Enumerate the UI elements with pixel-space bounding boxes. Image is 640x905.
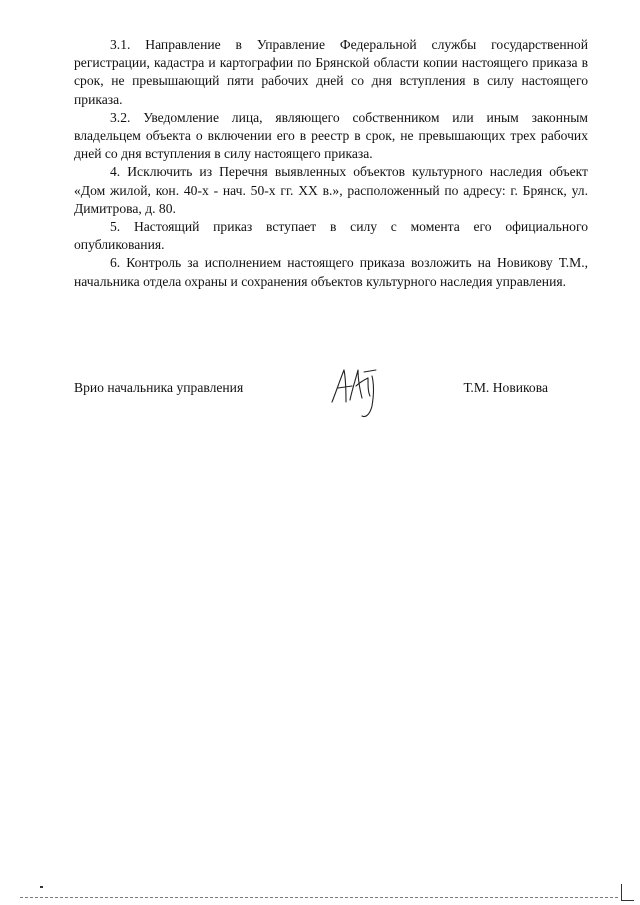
scan-artifact xyxy=(40,886,43,888)
paragraph-5: 5. Настоящий приказ вступает в силу с момента его официального опубликования. xyxy=(74,219,588,253)
paragraph-6: 6. Контроль за исполнением настоящего приказа возложить на Новикову Т.М., начальника отдела охраны и сохранения объектов культурного наследия управления. xyxy=(74,255,588,289)
document-body xyxy=(74,36,588,291)
paragraph-4: 4. Исключить из Перечня выявленных объектов культурного наследия объект «Дом жилой, кон. 40-х - нач. 50-х гг. XX в.», расположенный по адресу: г. Брянск, ул. Димитрова, д. 80. xyxy=(74,164,588,216)
handwritten-signature xyxy=(324,362,396,422)
paragraph-3-2: 3.2. Уведомление лица, являющего собственником или иным законным владельцем объекта о включении его в реестр в срок, не превышающих трех рабочих дней со дня вступления в силу настоящего приказа. xyxy=(74,109,588,162)
scan-edge-line xyxy=(20,897,618,898)
signatory-name: Т.М. Новикова xyxy=(463,380,548,395)
scan-corner-mark xyxy=(621,884,634,901)
signatory-position: Врио начальника управления xyxy=(74,380,244,395)
paragraph-3-1: 3.1. Направление в Управление Федеральной службы государственной регистрации, кадастра и картографии по Брянской области копии настоящего приказа в срок, не превышающий пяти рабочих дней со дня вступления в силу настоящего приказа. xyxy=(74,37,588,107)
signature-block xyxy=(74,380,548,440)
